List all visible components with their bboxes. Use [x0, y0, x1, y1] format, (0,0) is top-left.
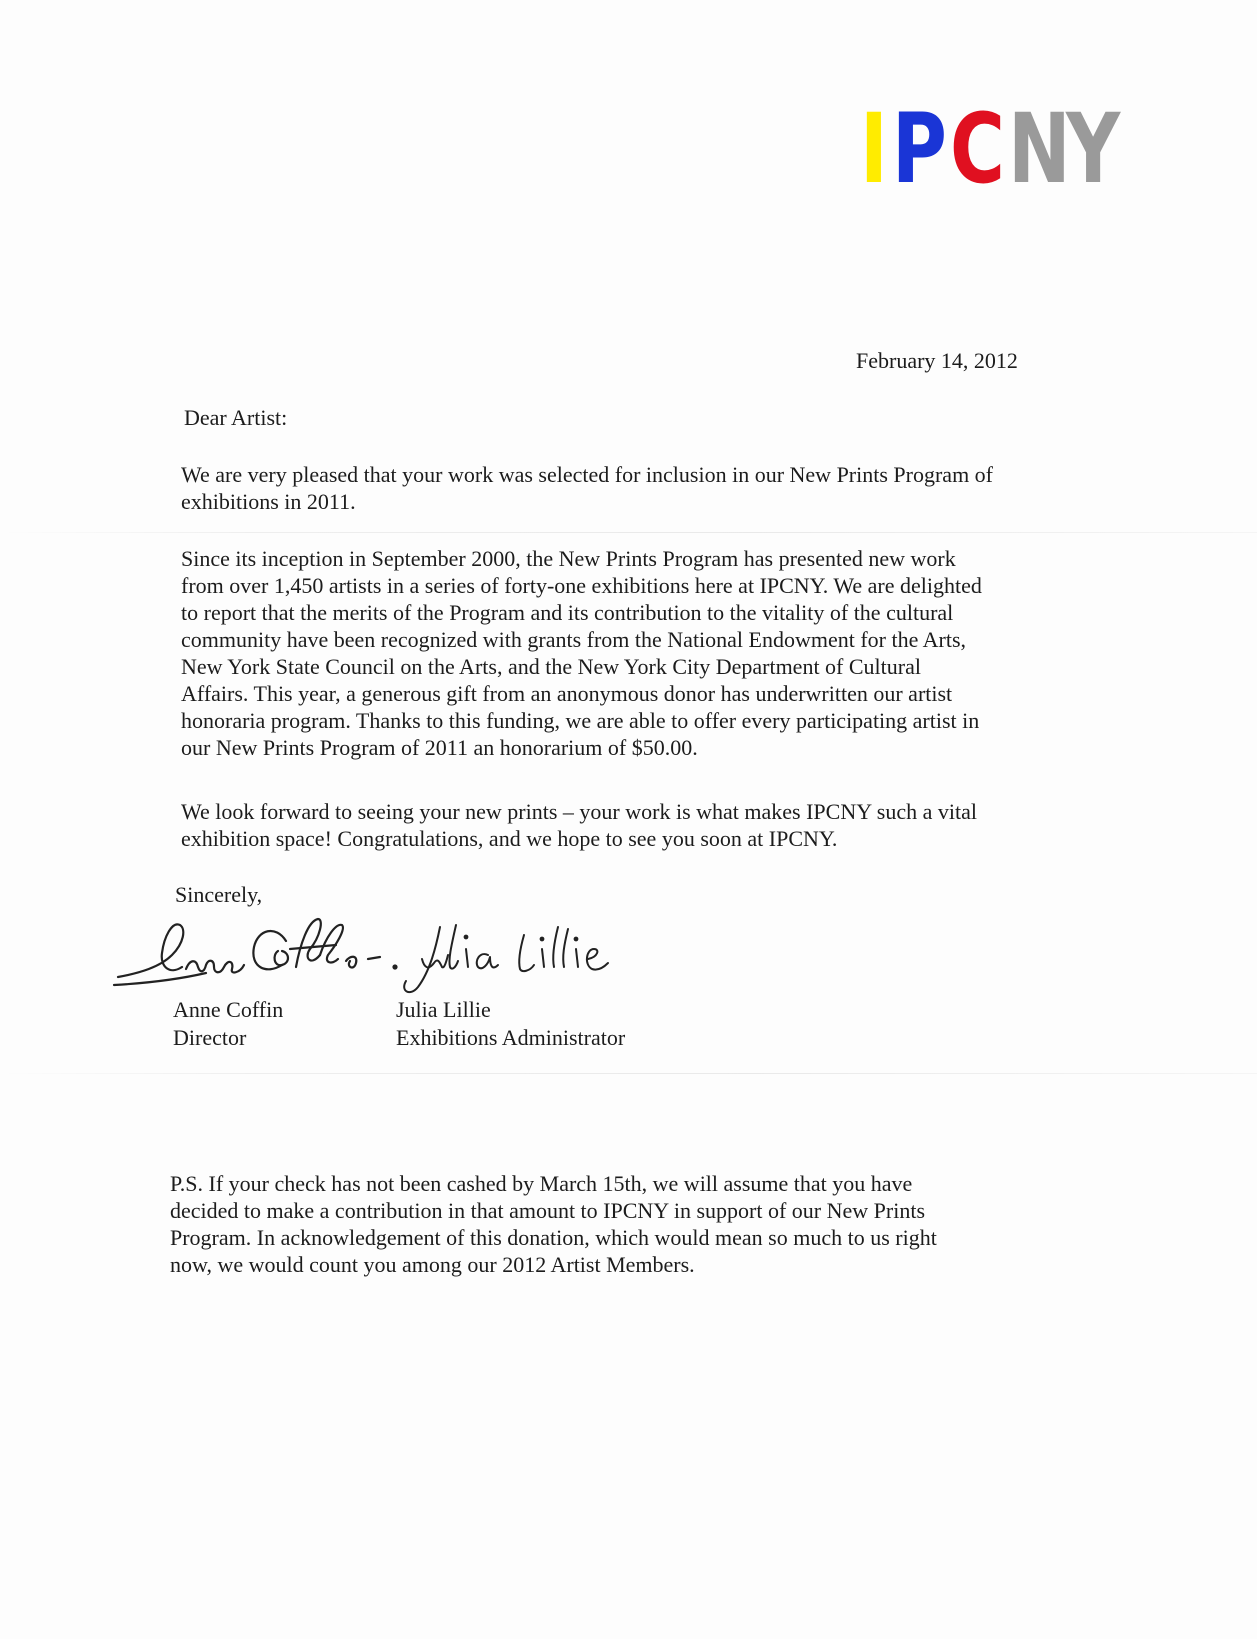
logo-letter-i: I: [860, 93, 887, 205]
signer-name: Anne Coffin: [173, 997, 284, 1022]
paragraph-line: to report that the merits of the Program and its contribution to the vitality of the cultural: [181, 600, 954, 625]
signer-name: Julia Lillie: [396, 997, 491, 1022]
paragraph-1: [181, 461, 993, 515]
letter-closing: Sincerely,: [175, 882, 263, 907]
paragraph-line: community have been recognized with grants from the National Endowment for the Arts,: [181, 627, 967, 652]
scan-fold-line: [0, 1073, 1257, 1074]
logo-letter-p: P: [892, 93, 946, 205]
paragraph-2: [181, 545, 982, 761]
paragraph-line: Affairs. This year, a generous gift from an anonymous donor has underwritten our artist: [181, 681, 953, 706]
postscript-line: decided to make a contribution in that amount to IPCNY in support of our New Prints: [170, 1198, 926, 1223]
signer-block-anne-coffin: [173, 996, 283, 1052]
signer-title: Director: [173, 1025, 247, 1050]
logo-letter-c: C: [950, 93, 1004, 205]
logo-letter-y: Y: [1066, 93, 1119, 205]
paragraph-line: exhibitions in 2011.: [181, 489, 356, 514]
paragraph-line: our New Prints Program of 2011 an honorarium of $50.00.: [181, 735, 698, 760]
signature-anne-coffin: [114, 919, 380, 985]
paragraph-line: honoraria program. Thanks to this funding, we are able to offer every participating artist in: [181, 708, 980, 733]
postscript-line: P.S. If your check has not been cashed by March 15th, we will assume that you have: [170, 1171, 913, 1196]
paragraph-line: We are very pleased that your work was selected for inclusion in our New Prints Program of: [181, 462, 994, 487]
letter-greeting: Dear Artist:: [184, 405, 288, 430]
paragraph-line: Since its inception in September 2000, the New Prints Program has presented new work: [181, 546, 956, 571]
paragraph-line: New York State Council on the Arts, and the New York City Department of Cultural: [181, 654, 921, 679]
ipcny-logo: [860, 93, 1124, 205]
signer-block-julia-lillie: [396, 996, 625, 1052]
signature-julia-lillie: [393, 925, 608, 992]
handwritten-signatures: [110, 915, 670, 1000]
paragraph-3: [181, 798, 977, 852]
postscript: [170, 1170, 937, 1278]
postscript-line: now, we would count you among our 2012 Artist Members.: [170, 1252, 695, 1277]
scan-fold-line: [0, 532, 1257, 533]
letter-date: February 14, 2012: [856, 348, 1018, 373]
logo-letter-n: N: [1008, 93, 1070, 205]
signer-title: Exhibitions Administrator: [396, 1025, 626, 1050]
postscript-line: Program. In acknowledgement of this donation, which would mean so much to us right: [170, 1225, 937, 1250]
paragraph-line: We look forward to seeing your new prints – your work is what makes IPCNY such a vital: [181, 799, 977, 824]
paragraph-line: exhibition space! Congratulations, and we hope to see you soon at IPCNY.: [181, 826, 838, 851]
paragraph-line: from over 1,450 artists in a series of forty-one exhibitions here at IPCNY. We are delighted: [181, 573, 982, 598]
